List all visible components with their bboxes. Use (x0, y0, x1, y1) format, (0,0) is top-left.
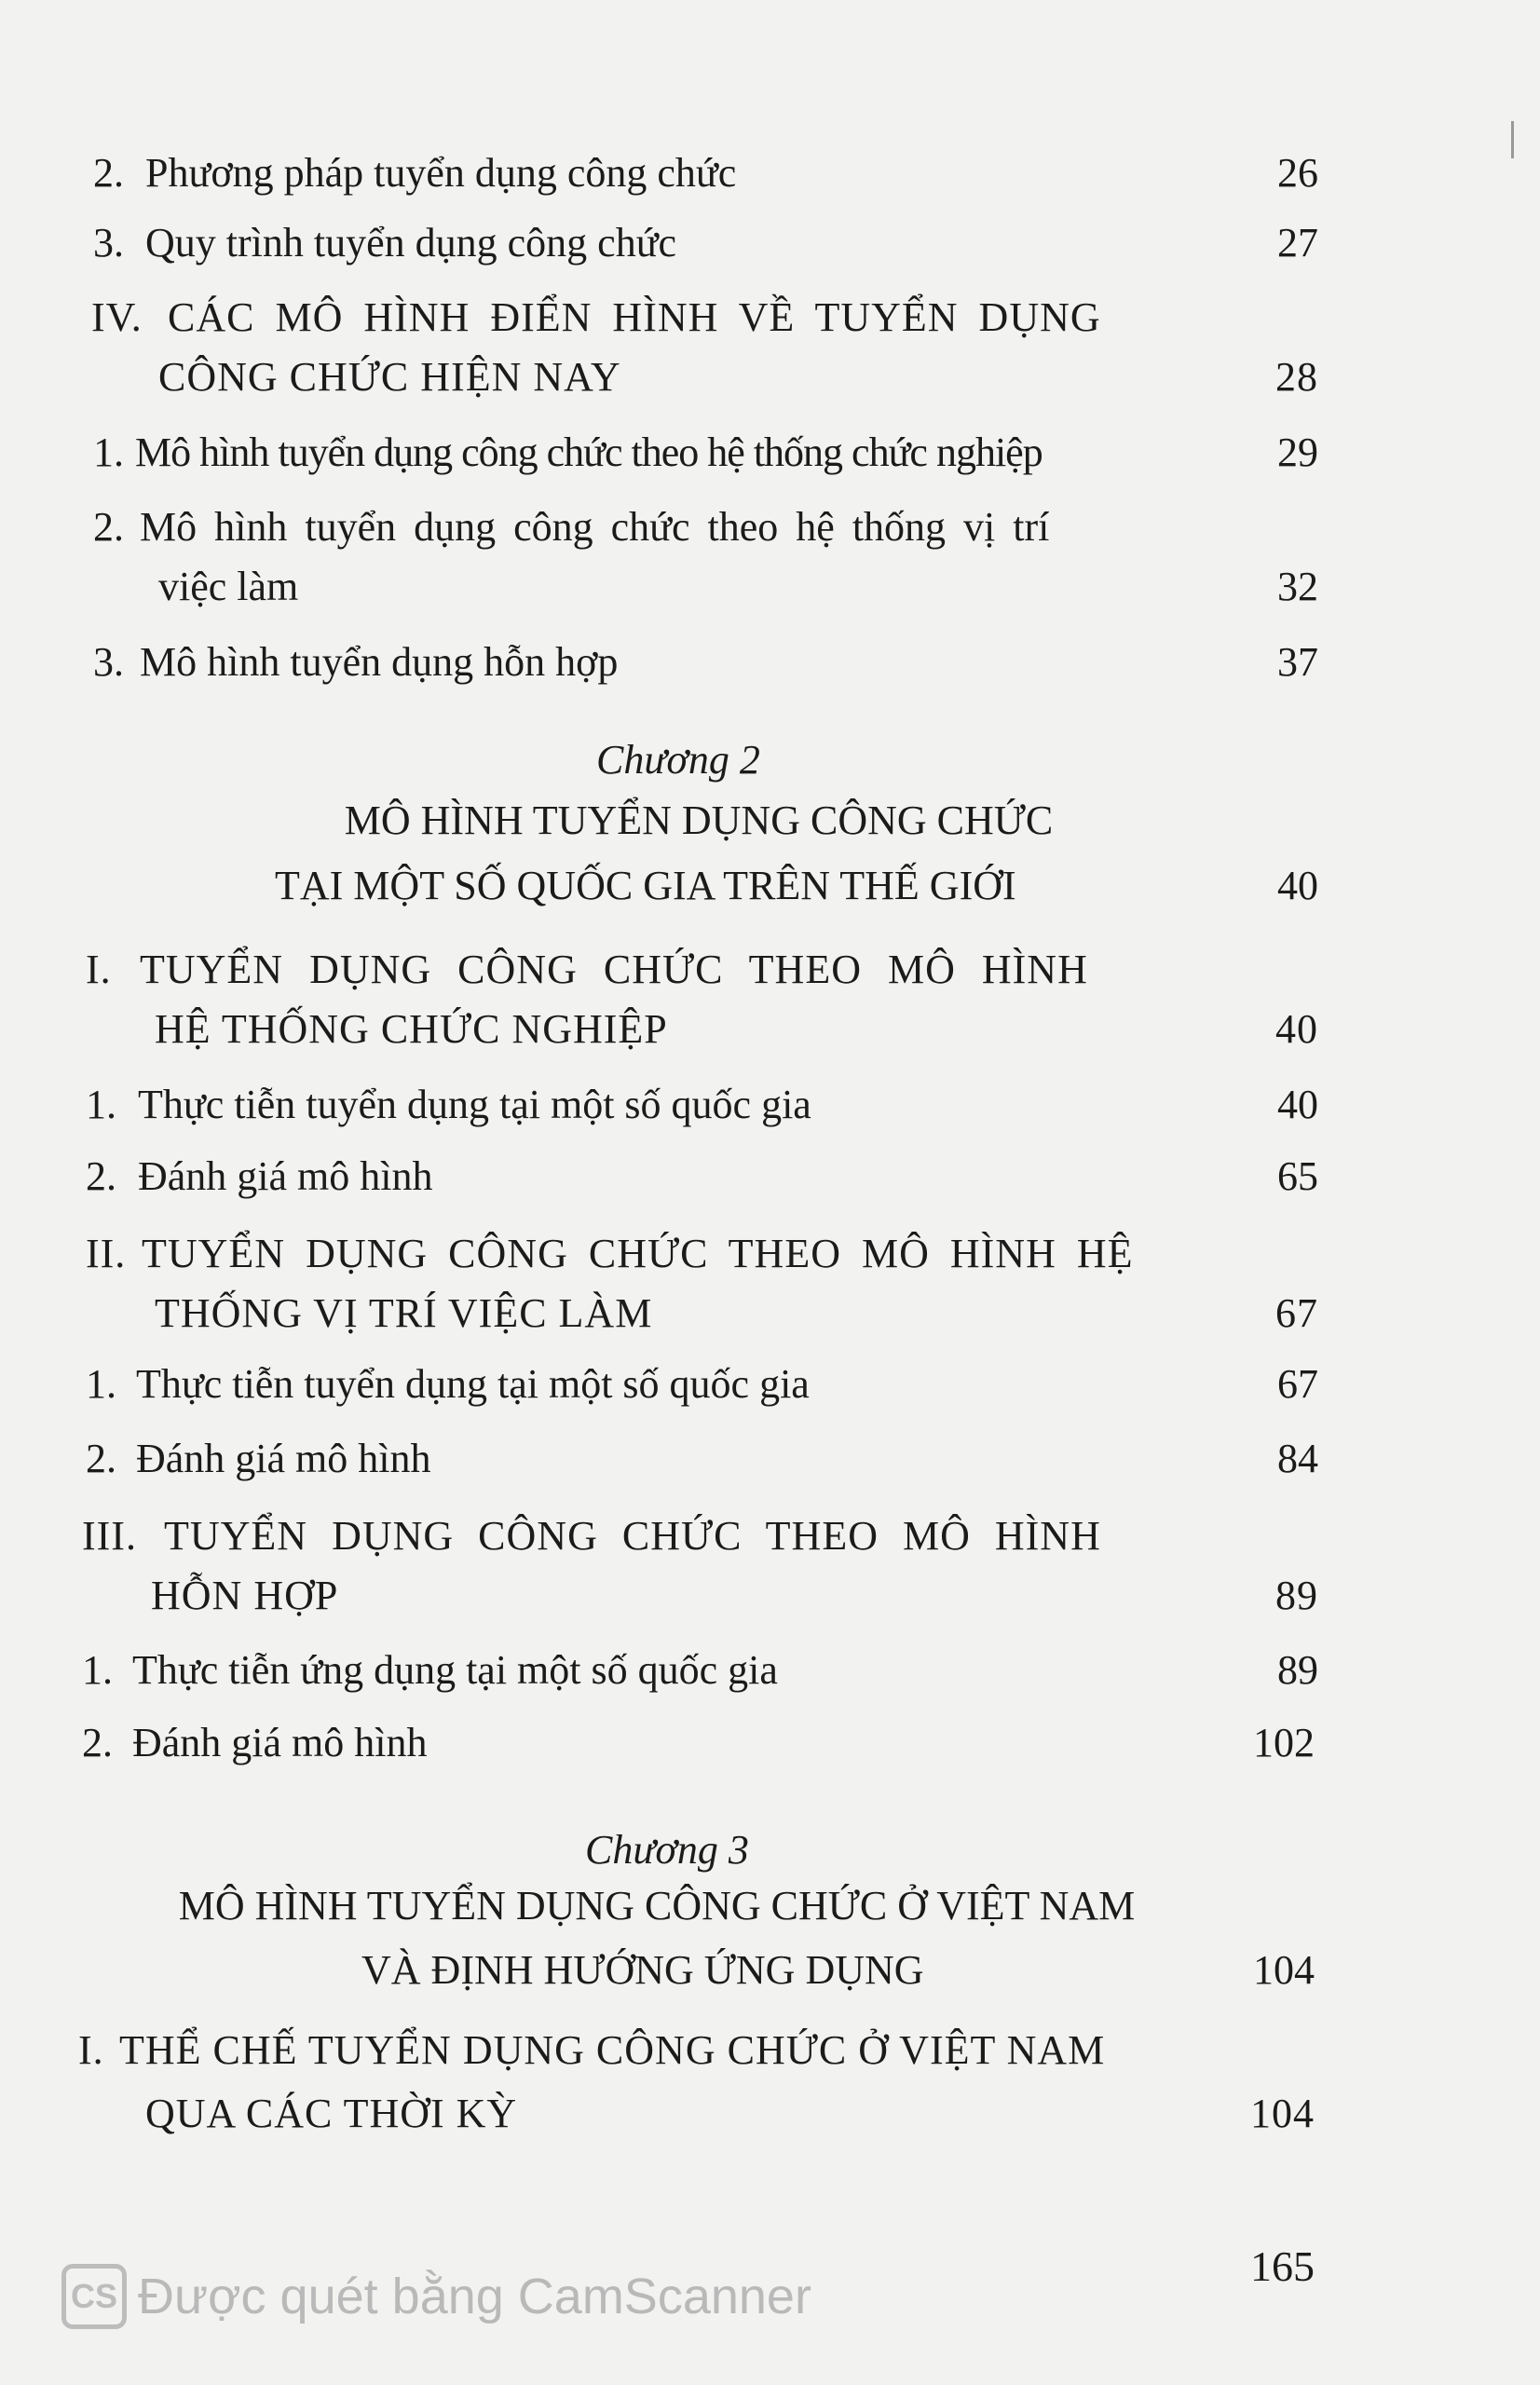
entry-page: 26 (1277, 150, 1318, 196)
page-number: 165 (1250, 2242, 1315, 2290)
entry-number: 1. (82, 1647, 113, 1693)
entry-page: 32 (1277, 564, 1318, 609)
entry-number: 2. (93, 150, 124, 196)
entry-title-line1: THỂ CHẾ TUYỂN DỤNG CÔNG CHỨC Ở VIỆT NAM (119, 2027, 1106, 2073)
entry-number: IV. (91, 294, 143, 340)
entry-number: 2. (86, 1153, 116, 1199)
entry-page: 67 (1277, 1361, 1318, 1407)
entry-title-line1: CÁC MÔ HÌNH ĐIỂN HÌNH VỀ TUYỂN DỤNG (168, 294, 1101, 340)
entry-number: 2. (86, 1436, 116, 1481)
entry-title: Đánh giá mô hình (138, 1153, 433, 1199)
camscanner-text: Được quét bằng CamScanner (138, 2269, 811, 2324)
entry-number: 2. (93, 504, 124, 550)
entry-page: 89 (1275, 1573, 1318, 1618)
chapter-label: Chương 3 (585, 1827, 749, 1873)
entry-page: 67 (1275, 1290, 1318, 1336)
camscanner-logo-icon: CS (61, 2264, 127, 2329)
entry-title: Mô hình tuyển dụng công chức theo hệ thống chức nghiệp (135, 429, 1043, 475)
entry-number: III. (82, 1513, 137, 1559)
entry-title: Đánh giá mô hình (132, 1720, 428, 1765)
entry-title: Phương pháp tuyển dụng công chức (145, 150, 737, 196)
entry-title: Thực tiễn ứng dụng tại một số quốc gia (132, 1647, 778, 1693)
entry-page: 28 (1275, 354, 1318, 400)
entry-number: I. (86, 947, 112, 992)
entry-title: Thực tiễn tuyển dụng tại một số quốc gia (138, 1082, 811, 1127)
entry-number: 2. (82, 1720, 113, 1765)
entry-page: 89 (1277, 1647, 1318, 1693)
entry-number: 1. (86, 1082, 116, 1127)
entry-title-line2: QUA CÁC THỜI KỲ (145, 2091, 518, 2136)
entry-title: Thực tiễn tuyển dụng tại một số quốc gia (136, 1361, 810, 1407)
entry-title: Mô hình tuyển dụng hỗn hợp (140, 639, 619, 685)
entry-title-line2: HỖN HỢP (151, 1573, 339, 1618)
entry-page: 37 (1277, 639, 1318, 685)
entry-title-line1: Mô hình tuyển dụng công chức theo hệ thống vị trí (140, 504, 1050, 550)
entry-number: 3. (93, 639, 124, 685)
chapter-label: Chương 2 (596, 737, 760, 783)
entry-number: I. (78, 2027, 104, 2073)
entry-number: 1. (93, 429, 124, 475)
entry-title: Đánh giá mô hình (136, 1436, 431, 1481)
chapter-title-line2: VÀ ĐỊNH HƯỚNG ỨNG DỤNG (361, 1947, 924, 1993)
entry-page: 84 (1277, 1436, 1318, 1481)
entry-page: 104 (1250, 2091, 1315, 2136)
entry-title-line1: TUYỂN DỤNG CÔNG CHỨC THEO MÔ HÌNH HỆ (142, 1231, 1134, 1276)
scan-edge-mark (1511, 121, 1514, 158)
entry-page: 29 (1277, 429, 1318, 475)
entry-title-line2: HỆ THỐNG CHỨC NGHIỆP (155, 1006, 668, 1052)
entry-page: 65 (1277, 1153, 1318, 1199)
camscanner-watermark (61, 2264, 811, 2329)
entry-number: 1. (86, 1361, 116, 1407)
entry-number: 3. (93, 220, 124, 266)
entry-title-line2: việc làm (158, 564, 299, 609)
entry-title-line1: TUYỂN DỤNG CÔNG CHỨC THEO MÔ HÌNH (140, 947, 1088, 992)
entry-page: 40 (1277, 1082, 1318, 1127)
entry-page: 40 (1277, 863, 1318, 908)
entry-page: 40 (1275, 1006, 1318, 1052)
entry-page: 27 (1277, 220, 1318, 266)
entry-page: 104 (1253, 1947, 1315, 1993)
entry-title: Quy trình tuyển dụng công chức (145, 220, 677, 266)
chapter-title-line1: MÔ HÌNH TUYỂN DỤNG CÔNG CHỨC Ở VIỆT NAM (178, 1883, 1136, 1928)
entry-page: 102 (1253, 1720, 1315, 1765)
entry-number: II. (86, 1231, 127, 1276)
entry-title-line2: CÔNG CHỨC HIỆN NAY (158, 354, 621, 400)
chapter-title-line2: TẠI MỘT SỐ QUỐC GIA TRÊN THẾ GIỚI (275, 863, 1016, 908)
chapter-title-line1: MÔ HÌNH TUYỂN DỤNG CÔNG CHỨC (344, 797, 1054, 843)
entry-title-line2: THỐNG VỊ TRÍ VIỆC LÀM (155, 1290, 653, 1336)
entry-title-line1: TUYỂN DỤNG CÔNG CHỨC THEO MÔ HÌNH (164, 1513, 1101, 1559)
